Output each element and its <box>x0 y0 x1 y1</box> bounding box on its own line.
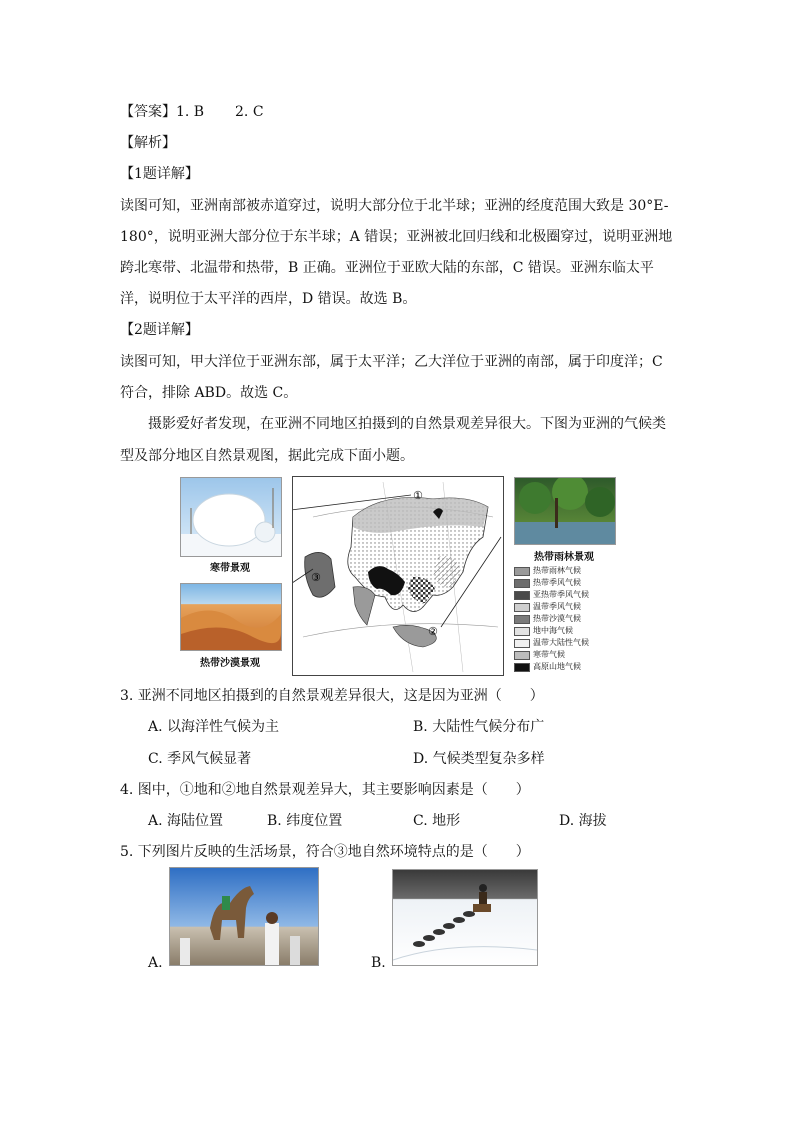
q2-heading: 【2题详解】 <box>120 322 199 338</box>
q3-option-c[interactable]: C. 季风气候显著 <box>148 751 252 767</box>
map-legend <box>514 566 614 674</box>
q1-line-3: 跨北寒带、北温带和热带，B 正确。亚洲位于亚欧大陆的东部，C 错误。亚洲东临太平 <box>120 260 654 276</box>
rainforest-caption: 热带雨林景观 <box>534 552 594 563</box>
legend-swatch <box>514 579 530 588</box>
q2-line-1: 读图可知，甲大洋位于亚洲东部，属于太平洋；乙大洋位于亚洲的南部，属于印度洋；C <box>120 354 663 370</box>
legend-item: 高原山地气候 <box>514 662 581 672</box>
q3-option-a[interactable]: A. 以海洋性气候为主 <box>148 719 280 735</box>
map-marker-3: ③ <box>311 571 321 584</box>
q5-option-a-image[interactable] <box>169 867 319 966</box>
legend-item: 寒带气候 <box>514 650 565 660</box>
q4-option-a[interactable]: A. 海陆位置 <box>148 813 224 829</box>
map-marker-1: ① <box>413 489 423 502</box>
q4-stem: 4. 图中，①地和②地自然景观差异大，其主要影响因素是（ ） <box>120 782 530 798</box>
legend-swatch <box>514 603 530 612</box>
q1-line-4: 洋，说明位于太平洋的西岸，D 错误。故选 B。 <box>120 291 417 307</box>
desert-photo <box>180 583 282 651</box>
legend-swatch <box>514 663 530 672</box>
q5-option-b-label[interactable]: B. <box>371 955 386 971</box>
cold-zone-caption: 寒带景观 <box>210 563 250 574</box>
q3-option-d[interactable]: D. 气候类型复杂多样 <box>413 751 545 767</box>
legend-item: 热带季风气候 <box>514 578 581 588</box>
q1-line-2: 180°，说明亚洲大部分位于东半球；A 错误；亚洲被北回归线和北极圈穿过，说明亚洲地 <box>120 229 673 245</box>
q5-stem: 5. 下列图片反映的生活场景，符合③地自然环境特点的是（ ） <box>120 844 530 860</box>
intro-line-2: 型及部分地区自然景观图，据此完成下面小题。 <box>120 448 414 464</box>
q4-option-b[interactable]: B. 纬度位置 <box>267 813 343 829</box>
climate-figure <box>178 476 618 674</box>
map-marker-2: ② <box>428 625 438 638</box>
answer-label: 【答案】1. B <box>120 104 205 120</box>
q4-option-d[interactable]: D. 海拔 <box>559 813 607 829</box>
q5-option-a-label[interactable]: A. <box>148 955 163 971</box>
legend-swatch <box>514 567 530 576</box>
answer-q2: 2. C <box>235 104 264 120</box>
legend-item: 温带大陆性气候 <box>514 638 589 648</box>
legend-swatch <box>514 591 530 600</box>
legend-swatch <box>514 627 530 636</box>
legend-item: 地中海气候 <box>514 626 573 636</box>
q5-option-b-image[interactable] <box>392 869 538 966</box>
legend-item: 温带季风气候 <box>514 602 581 612</box>
legend-swatch <box>514 651 530 660</box>
legend-swatch <box>514 615 530 624</box>
q1-line-1: 读图可知，亚洲南部被赤道穿过，说明大部分位于北半球；亚洲的经度范围大致是 30°E- <box>120 198 669 214</box>
desert-caption: 热带沙漠景观 <box>200 658 260 669</box>
legend-item: 亚热带季风气候 <box>514 590 589 600</box>
cold-zone-photo <box>180 477 282 557</box>
q2-line-2: 符合，排除 ABD。故选 C。 <box>120 385 298 401</box>
intro-line-1: 摄影爱好者发现，在亚洲不同地区拍摄到的自然景观差异很大。下图为亚洲的气候类 <box>148 416 666 432</box>
asia-climate-map <box>292 476 504 676</box>
rainforest-photo <box>514 477 616 545</box>
analysis-label: 【解析】 <box>120 135 176 151</box>
q1-heading: 【1题详解】 <box>120 166 199 182</box>
q4-option-c[interactable]: C. 地形 <box>413 813 461 829</box>
q3-option-b[interactable]: B. 大陆性气候分布广 <box>413 719 545 735</box>
legend-item: 热带沙漠气候 <box>514 614 581 624</box>
answer-line <box>120 102 264 122</box>
legend-item: 热带雨林气候 <box>514 566 581 576</box>
legend-swatch <box>514 639 530 648</box>
q3-stem: 3. 亚洲不同地区拍摄到的自然景观差异很大，这是因为亚洲（ ） <box>120 688 544 704</box>
